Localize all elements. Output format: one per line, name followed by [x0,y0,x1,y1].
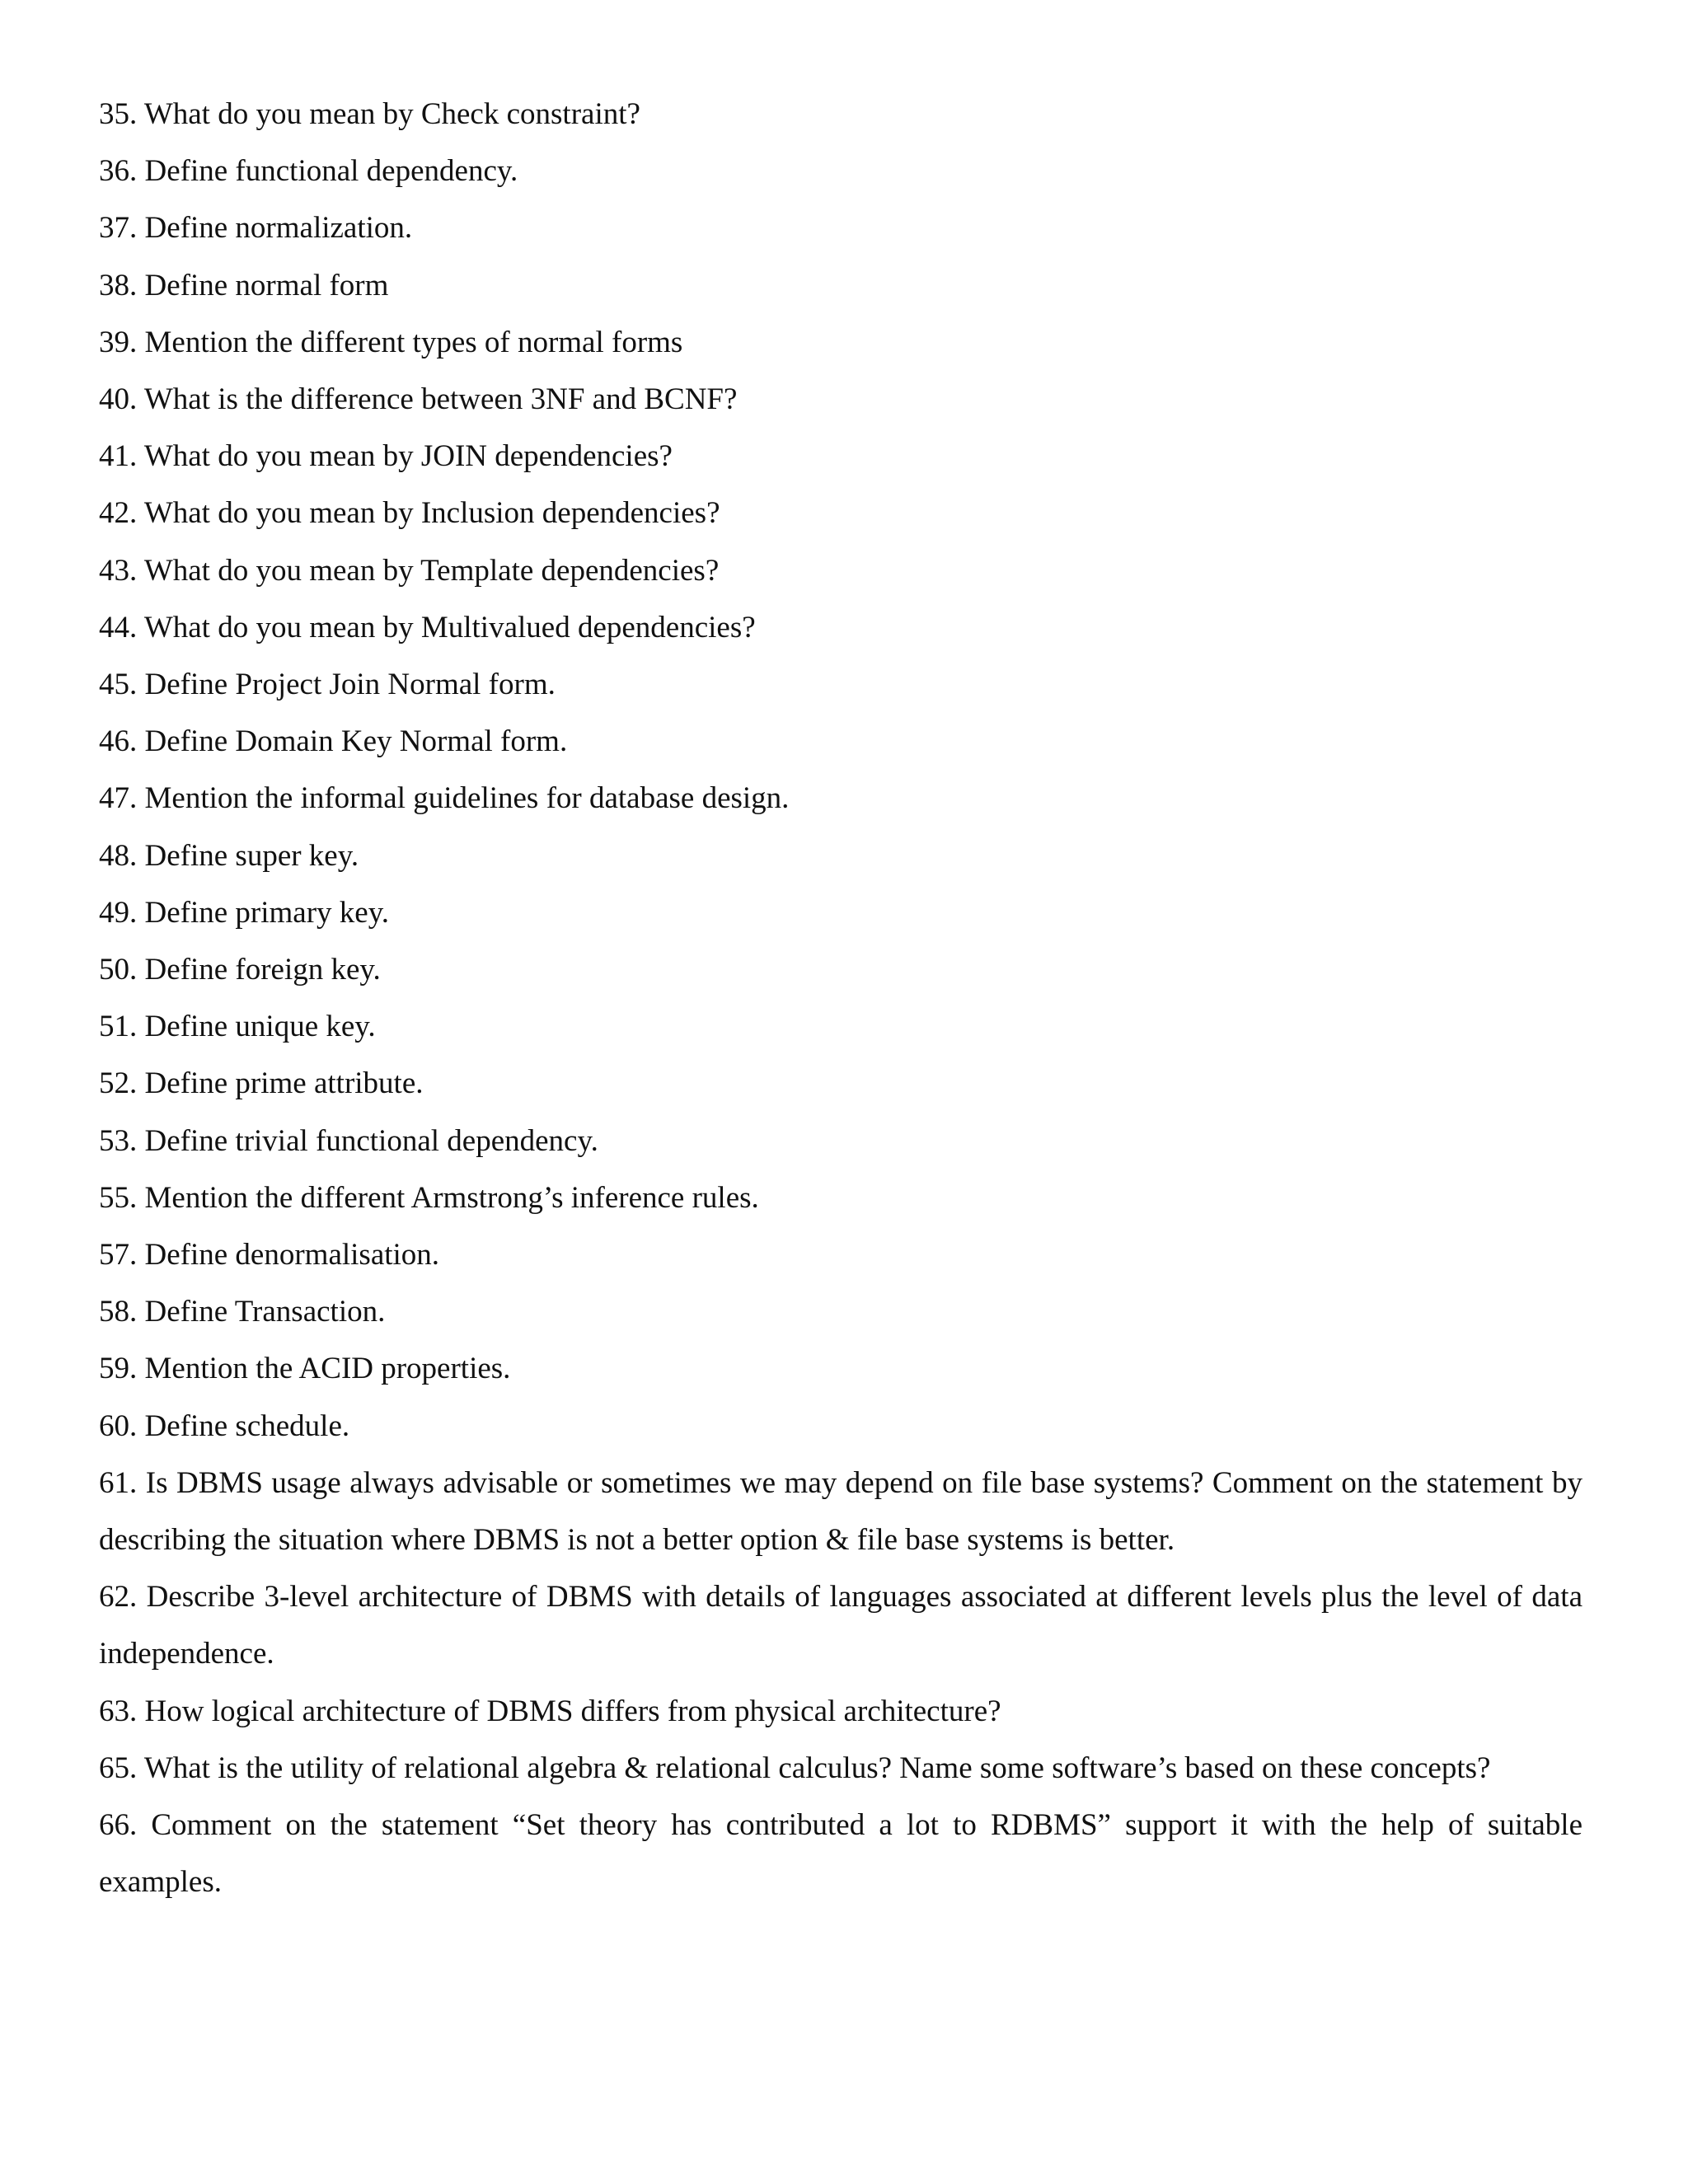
question-item: 53. Define trivial functional dependency. [99,1123,598,1158]
question-item: 37. Define normalization. [99,211,413,246]
question-item: 49. Define primary key. [99,895,390,930]
question-item: 65. What is the utility of relational algebra & relational calculus? Name some software’s based on these concepts? [99,1750,1491,1785]
question-item: 61. Is DBMS usage always advisable or sometimes we may depend on file base systems? Comment on the statement by describing the situation where DBMS is not a better option & file base systems is better. [99,1465,1582,1558]
question-item: 55. Mention the different Armstrong’s inference rules. [99,1180,759,1215]
question-item: 45. Define Project Join Normal form. [99,668,556,702]
question-list [99,86,1582,1911]
question-item: 52. Define prime attribute. [99,1066,424,1101]
question-item: 36. Define functional dependency. [99,154,518,189]
question-item: 40. What is the difference between 3NF and BCNF? [99,382,738,417]
question-item: 43. What do you mean by Template dependencies? [99,553,720,588]
question-item: 35. What do you mean by Check constraint? [99,97,640,131]
question-item: 41. What do you mean by JOIN dependencies? [99,439,673,474]
question-item: 50. Define foreign key. [99,953,381,987]
question-item: 51. Define unique key. [99,1010,376,1044]
question-item: 39. Mention the different types of normal forms [99,325,683,359]
question-item: 42. What do you mean by Inclusion dependencies? [99,496,720,531]
question-item: 44. What do you mean by Multivalued dependencies? [99,610,756,644]
question-item: 59. Mention the ACID properties. [99,1352,511,1386]
question-item: 60. Define schedule. [99,1408,350,1443]
question-item: 46. Define Domain Key Normal form. [99,724,568,759]
question-item: 47. Mention the informal guidelines for database design. [99,781,790,816]
question-item: 58. Define Transaction. [99,1295,386,1329]
question-item: 63. How logical architecture of DBMS differs from physical architecture? [99,1694,1001,1728]
question-item: 48. Define super key. [99,838,359,873]
question-item: 66. Comment on the statement “Set theory has contributed a lot to RDBMS” support it with the help of suitable examples. [99,1808,1582,1900]
question-item: 57. Define denormalisation. [99,1238,440,1272]
question-item: 62. Describe 3-level architecture of DBMS with details of languages associated at different levels plus the level of data independence. [99,1580,1582,1671]
question-item: 38. Define normal form [99,268,389,302]
